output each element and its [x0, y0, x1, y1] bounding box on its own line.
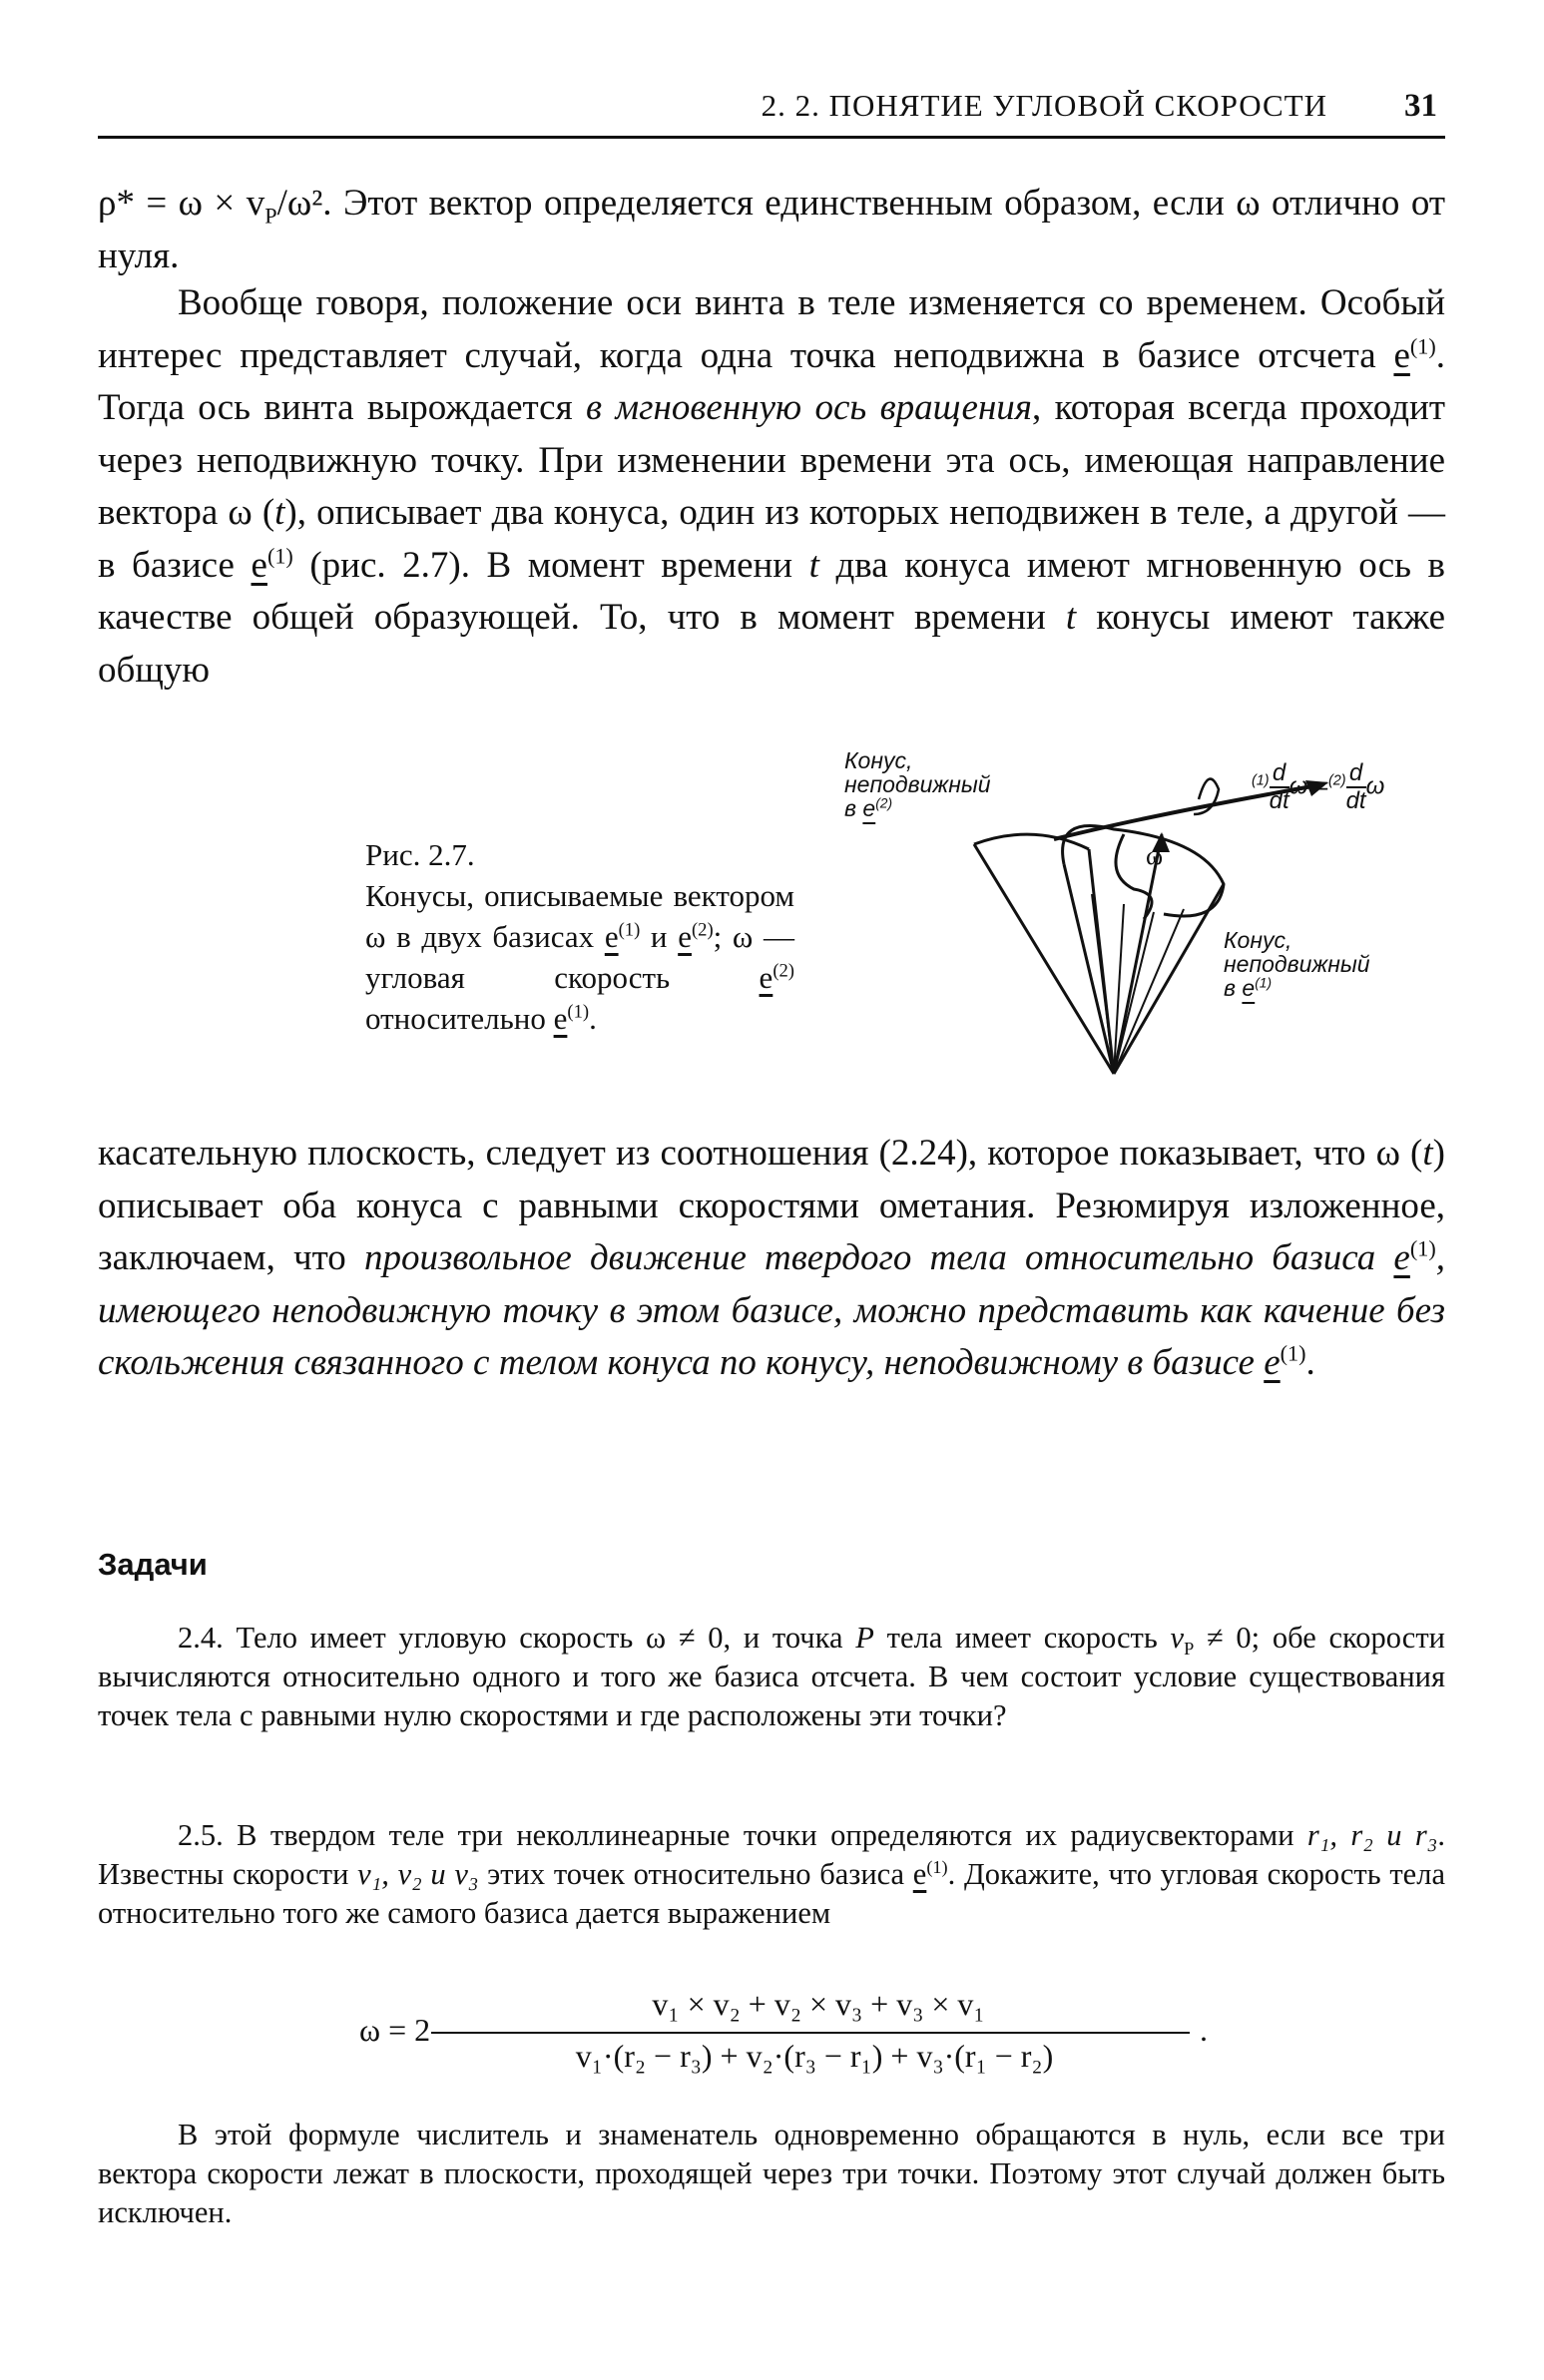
problem-2-5: 2.5. В твердом теле три неколлинеарные точки определяются их радиусвекторами r₁, r₂ и r₃. Известны скорости v₁, v₂ и v₃ этих точек относительно базиса $e^{(1)}$. Докажите, что угловая скорость тела относительно того же самого базиса дается выражением [98, 1818, 1445, 1930]
para3-t: t [1422, 1133, 1433, 1174]
caption-e3-sup: (2) [772, 960, 794, 982]
caption-a: Конусы, описываемые вектором ω в двух базисах [365, 878, 794, 954]
fraction-bar [431, 2032, 1190, 2034]
caption-e1-sup: (1) [618, 919, 641, 941]
para2-f: (рис. 2.7). В момент времени [292, 544, 809, 586]
right-cone-rim [1063, 826, 1224, 916]
caption-e2: e [678, 919, 692, 954]
paragraph-1 [98, 178, 1445, 282]
basis-e2-sup: (1) [266, 543, 293, 569]
header-title: 2. 2. ПОНЯТИЕ УГЛОВОЙ СКОРОСТИ [761, 88, 1327, 123]
formula-numerator: v₁ × v₂ + v₂ × v₃ + v₃ × v₁ [652, 1986, 985, 2022]
caption-c: ; ω — угловая скорость [365, 919, 794, 995]
para3-e1: e [1393, 1237, 1410, 1278]
paragraph-2 [98, 277, 1445, 697]
paragraph-3 [98, 1128, 1445, 1390]
basis-e1: e [1393, 334, 1410, 376]
para2-t2: t [808, 544, 819, 586]
formula-lhs: ω = 2 [359, 2012, 431, 2048]
para2-italic: в мгновенную ось вращения [586, 387, 1033, 428]
caption-b: и [640, 919, 679, 954]
caption-e4-sup: (1) [567, 1001, 590, 1023]
omega-formula [359, 1986, 1457, 2096]
label-omega: ω [1146, 841, 1164, 870]
formula-end: . [1200, 2012, 1208, 2048]
formula-denominator: v₁·(r₂ − r₃) + v₂·(r₃ − r₁) + v₃·(r₁ − r₂) [575, 2038, 1054, 2074]
para3-b: ) описывает оба конуса с равными скоростями ометания. Резюмируя изложенное, заключаем, что [98, 1133, 1445, 1278]
header-rule [98, 136, 1445, 139]
para2-b: . Тогда ось винта вырождается [98, 334, 1445, 428]
para3-e2: e [1264, 1342, 1281, 1383]
para2-t3: t [1065, 597, 1077, 638]
label-cone-e1: Конус, неподвижный в $e^{(1)}$ [1224, 927, 1370, 1001]
para2-t1: t [274, 492, 285, 533]
running-header [98, 88, 1445, 132]
para1-line: ρ* = ω × v [98, 183, 265, 224]
caption-e: . [589, 1001, 597, 1036]
derivative-formula: $^{(1)}$ $\frac{d}{dt}$ ω =$^{(2)}$ $\frac{d}{dt}$ ω [1252, 759, 1385, 814]
caption-d: относительно [365, 1001, 554, 1036]
para2-a: Вообще говоря, положение оси винта в теле изменяется со временем. Особый интерес представляет случай, когда одна точка неподвижна в базисе отсчета [98, 282, 1445, 376]
para3-e1-sup: (1) [1409, 1235, 1436, 1261]
cones-figure [824, 744, 1443, 1084]
right-cone-edge-2 [1114, 884, 1224, 1074]
para3-italic-1: произвольное движение твердого тела относительно базиса [363, 1237, 1394, 1278]
para2-d: ), описывает два конуса, один из которых неподвижен в теле, а другой — в базисе [98, 492, 1445, 586]
label-cone-e2: Конус, неподвижный в $e^{(2)}$ [844, 747, 991, 821]
problems-heading: Задачи [98, 1547, 208, 1582]
para2-c: , которая всегда проходит через неподвижную точку. При изменении времени эта ось, имеющая направление вектора ω ( [98, 387, 1446, 533]
para2-h: конусы имеют также общую [98, 597, 1445, 691]
para1-rest: /ω². Этот вектор определяется единственным образом, если ω отлично от нуля. [98, 183, 1446, 276]
caption-title: Рис. 2.7. [365, 837, 475, 872]
para3-e2-sup: (1) [1280, 1340, 1306, 1366]
caption-e1: e [604, 919, 619, 954]
basis-e2: e [251, 544, 267, 586]
caption-e4: e [553, 1001, 568, 1036]
para2-g: два конуса имеют мгновенную ось в качестве общей образующей. То, что в момент времени [98, 544, 1445, 638]
final-paragraph: В этой формуле числитель и знаменатель одновременно обращаются в нуль, если все три вектора скорости лежат в плоскости, проходящей через три точки. Поэтому этот случай должен быть исключен. [98, 2118, 1445, 2229]
problem-2-4: 2.4. Тело имеет угловую скорость ω ≠ 0, и точка P тела имеет скорость $v_P \ne 0$; обе скорости вычисляются относительно одного и того же базиса отсчета. В чем состоит условие существования точек тела с равными нулю скоростями и где расположены эти точки? [98, 1621, 1445, 1732]
right-cone-edge-1 [1064, 864, 1114, 1074]
page-number: 31 [1404, 88, 1437, 124]
figure-caption [365, 834, 794, 1039]
basis-e1-sup: (1) [1409, 333, 1436, 359]
caption-e3: e [759, 960, 773, 995]
para3-c: . [1305, 1342, 1315, 1383]
para3-a: касательную плоскость, следует из соотношения (2.24), которое показывает, что ω ( [98, 1133, 1423, 1174]
caption-e2-sup: (2) [691, 919, 714, 941]
para3-italic-2: , имеющего неподвижную точку в этом базисе, можно представить как качение без скольжения связанного с телом конуса по конусу, неподвижному в базисе [98, 1237, 1445, 1383]
ruling-1 [1092, 894, 1114, 1074]
para1-sub: P [264, 203, 277, 229]
